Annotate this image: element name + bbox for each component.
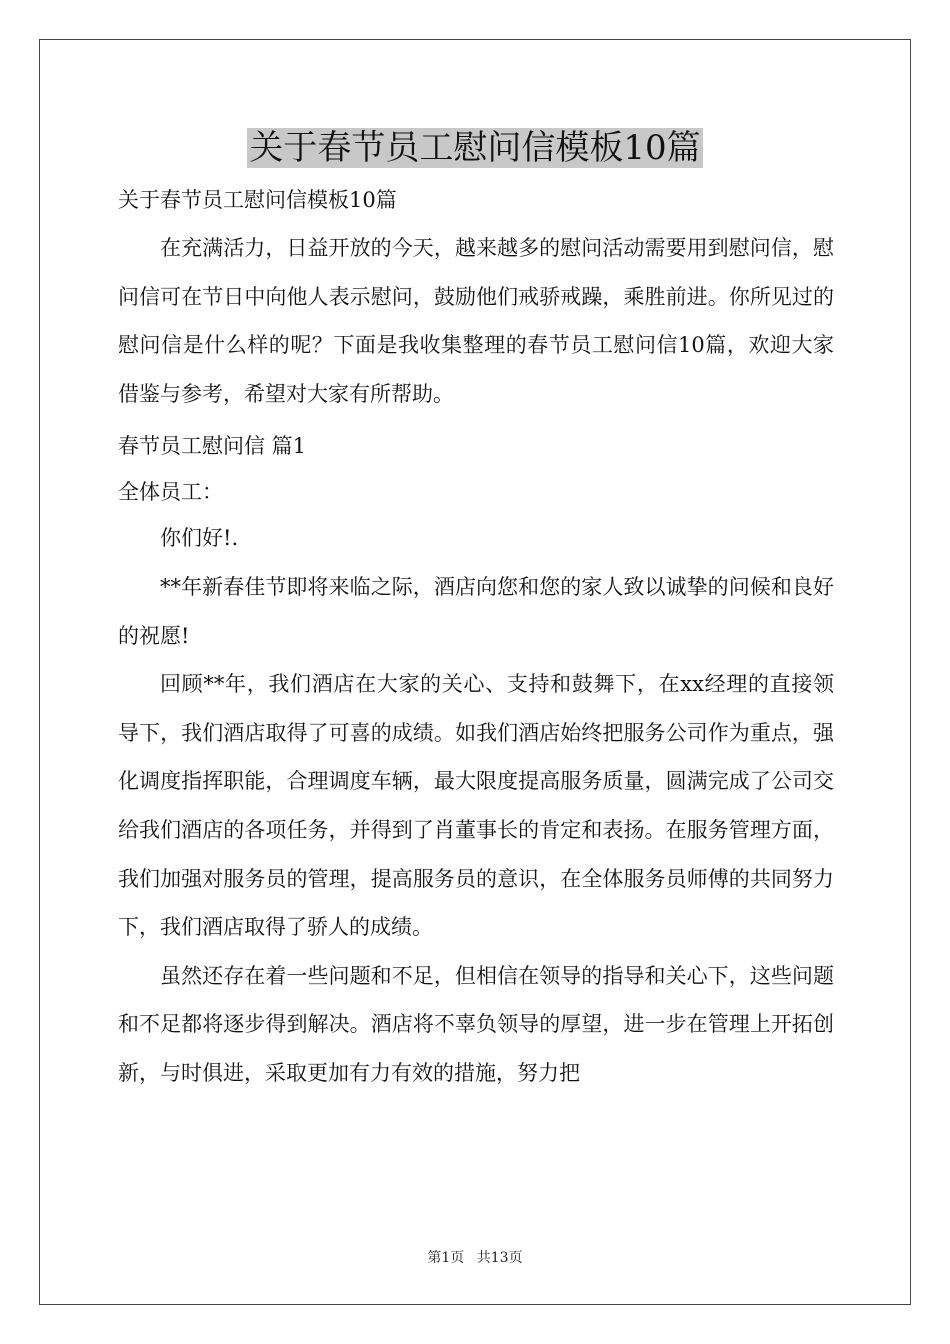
document-title: [0, 126, 950, 170]
intro-paragraph: 在充满活力，日益开放的今天，越来越多的慰问活动需要用到慰问信，慰问信可在节日中向他人表示慰问，鼓励他们戒骄戒躁，乘胜前进。你所见过的慰问信是什么样的呢？下面是我收集整理的春节员工慰问信10篇，欢迎大家借鉴与参考，希望对大家有所帮助。: [118, 236, 834, 406]
body-paragraph-1: **年新春佳节即将来临之际，酒店向您和您的家人致以诚挚的问候和良好的祝愿!: [118, 574, 834, 648]
document-title-text: 关于春节员工慰问信模板10篇: [249, 128, 701, 168]
greeting: 你们好!.: [160, 526, 239, 551]
salutation: 全体员工：: [118, 480, 223, 505]
body-paragraph-3: 虽然还存在着一些问题和不足，但相信在领导的指导和关心下，这些问题和不足都将逐步得到解决。酒店将不辜负领导的厚望，进一步在管理上开拓创新，与时俱进，采取更加有力有效的措施，努力把: [118, 963, 834, 1085]
page-number: 第1页: [427, 1250, 465, 1266]
page-footer: [0, 1248, 950, 1268]
body-paragraph-2: 回顾**年，我们酒店在大家的关心、支持和鼓舞下，在xx经理的直接领导下，我们酒店取得了可喜的成绩。如我们酒店始终把服务公司作为重点，强化调度指挥职能，合理调度车辆，最大限度提高服务质量，圆满完成了公司交给我们酒店的各项任务，并得到了肖董事长的肯定和表扬。在服务管理方面，我们加强对服务员的管理，提高服务员的意识，在全体服务员师傅的共同努力下，我们酒店取得了骄人的成绩。: [118, 672, 834, 940]
section-heading: 春节员工慰问信 篇1: [118, 434, 307, 459]
page-total: 共13页: [476, 1250, 523, 1266]
document-body: [118, 182, 834, 1098]
document-subtitle: 关于春节员工慰问信模板10篇: [118, 188, 397, 212]
